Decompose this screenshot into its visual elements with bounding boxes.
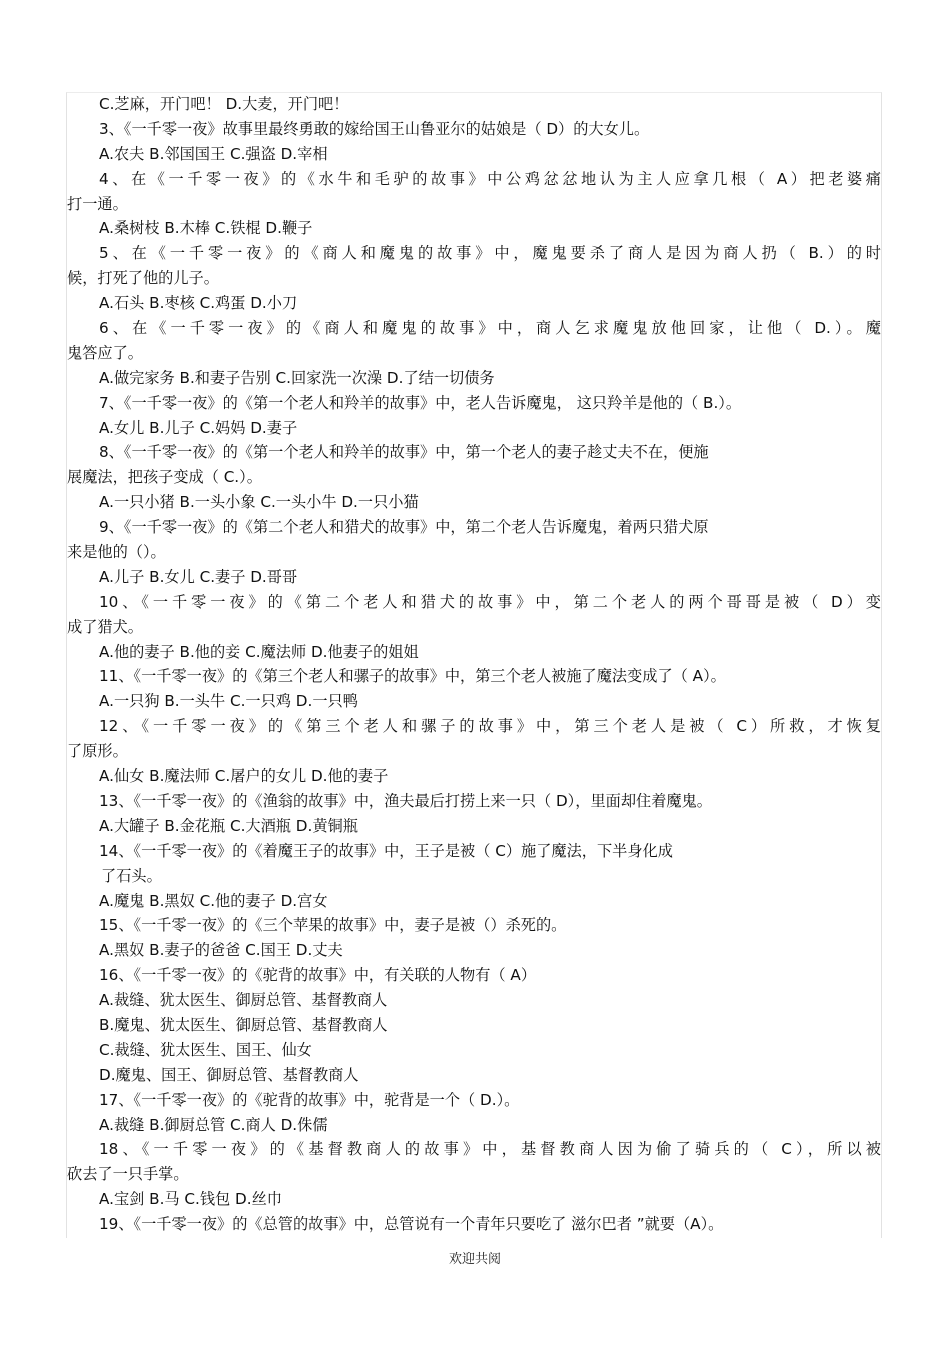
text-line: A.魔鬼 B.黑奴 C.他的妻子 D.宫女 bbox=[99, 891, 328, 910]
text-line: 3、《一千零一夜》故事里最终勇敢的嫁给国王山鲁亚尔的姑娘是（ D）的大女儿。 bbox=[99, 119, 650, 138]
text-line: 15、《一千零一夜》的《三个苹果的故事》中，妻子是被（）杀死的。 bbox=[99, 916, 567, 935]
text-line: A.农夫 B.邻国国王 C.强盗 D.宰相 bbox=[99, 144, 328, 163]
text-line: A.女儿 B.儿子 C.妈妈 D.妻子 bbox=[99, 418, 298, 437]
text-line: A.宝剑 B.马 C.钱包 D.丝巾 bbox=[99, 1190, 282, 1209]
text-line: 砍去了一只手掌。 bbox=[67, 1165, 189, 1184]
document-body bbox=[67, 92, 883, 1237]
text-line: A.做完家务 B.和妻子告别 C.回家洗一次澡 D.了结一切债务 bbox=[99, 368, 495, 387]
text-line: 12、《一千零一夜》的《第三个老人和骡子的故事》中，第三个老人是被（ C）所救，才恢复 bbox=[99, 717, 881, 736]
text-line: A.裁缝、犹太医生、御厨总管、基督教商人 bbox=[99, 991, 388, 1010]
text-line: 5、在《一千零一夜》的《商人和魔鬼的故事》中，魔鬼要杀了商人是因为商人扔（ B.）的时 bbox=[99, 244, 881, 263]
text-line: A.桑树枝 B.木棒 C.铁棍 D.鞭子 bbox=[99, 219, 313, 238]
text-line: 13、《一千零一夜》的《渔翁的故事》中，渔夫最后打捞上来一只（ D），里面却住着魔鬼。 bbox=[99, 791, 712, 810]
text-line: A.一只狗 B.一头牛 C.一只鸡 D.一只鸭 bbox=[99, 692, 358, 711]
text-line: 打一通。 bbox=[67, 194, 128, 213]
text-line: C.芝麻，开门吧！ D.大麦，开门吧！ bbox=[99, 95, 349, 113]
text-line: 6、在《一千零一夜》的《商人和魔鬼的故事》中，商人乞求魔鬼放他回家，让他（ D.）。魔 bbox=[99, 319, 881, 338]
text-line: A.一只小猪 B.一头小象 C.一头小牛 D.一只小猫 bbox=[99, 493, 419, 512]
text-line: 11、《一千零一夜》的《第三个老人和骡子的故事》中，第三个老人被施了魔法变成了（ A）。 bbox=[99, 667, 726, 686]
text-line: A.他的妻子 B.他的妾 C.魔法师 D.他妻子的姐姐 bbox=[99, 642, 419, 661]
text-line: 19、《一千零一夜》的《总管的故事》中，总管说有一个青年只要吃了 滋尔巴者 ”就要（A）。 bbox=[99, 1215, 724, 1234]
text-line: B.魔鬼、犹太医生、御厨总管、基督教商人 bbox=[99, 1015, 388, 1034]
text-line: C.裁缝、犹太医生、国王、仙女 bbox=[99, 1040, 312, 1059]
text-line: 16、《一千零一夜》的《驼背的故事》中，有关联的人物有（ A） bbox=[99, 966, 537, 985]
text-line: 展魔法，把孩子变成（ C.）。 bbox=[67, 468, 262, 487]
text-line: 17、《一千零一夜》的《驼背的故事》中，驼背是一个（ D.）。 bbox=[99, 1090, 520, 1109]
text-line: 成了猎犬。 bbox=[67, 617, 143, 636]
text-line: 4、在《一千零一夜》的《水牛和毛驴的故事》中公鸡忿忿地认为主人应拿几根（ A）把老婆痛 bbox=[99, 169, 881, 188]
text-line: A.儿子 B.女儿 C.妻子 D.哥哥 bbox=[99, 567, 298, 586]
text-line: 18、《一千零一夜》的《基督教商人的故事》中，基督教商人因为偷了骑兵的（ C），所以被 bbox=[99, 1140, 881, 1159]
text-line: 9、《一千零一夜》的《第二个老人和猎犬的故事》中，第二个老人告诉魔鬼，着两只猎犬原 bbox=[99, 518, 709, 537]
text-line: 了石头。 bbox=[101, 866, 162, 885]
text-line: A.石头 B.枣核 C.鸡蛋 D.小刀 bbox=[99, 294, 298, 313]
text-line: 7、《一千零一夜》的《第一个老人和羚羊的故事》中，老人告诉魔鬼， 这只羚羊是他的（ B.）。 bbox=[99, 393, 742, 412]
text-line: 鬼答应了。 bbox=[67, 343, 143, 362]
text-line: A.大罐子 B.金花瓶 C.大酒瓶 D.黄铜瓶 bbox=[99, 816, 358, 835]
text-line: A.仙女 B.魔法师 C.屠户的女儿 D.他的妻子 bbox=[99, 767, 389, 786]
text-line: 14、《一千零一夜》的《着魔王子的故事》中，王子是被（ C）施了魔法，下半身化成 bbox=[99, 841, 673, 860]
text-line: 候，打死了他的儿子。 bbox=[67, 269, 219, 288]
text-line: 10、《一千零一夜》的《第二个老人和猎犬的故事》中，第二个老人的两个哥哥是被（ D）变 bbox=[99, 592, 881, 611]
text-line: A.黑奴 B.妻子的爸爸 C.国王 D.丈夫 bbox=[99, 941, 343, 960]
text-line: 了原形。 bbox=[67, 742, 128, 761]
text-line: 8、《一千零一夜》的《第一个老人和羚羊的故事》中，第一个老人的妻子趁丈夫不在，便施 bbox=[99, 443, 709, 462]
text-line: D.魔鬼、国王、御厨总管、基督教商人 bbox=[99, 1065, 359, 1084]
text-line: A.裁缝 B.御厨总管 C.商人 D.侏儒 bbox=[99, 1115, 328, 1134]
page-footer: 欢迎共阅 bbox=[448, 1252, 501, 1267]
text-line: 来是他的（）。 bbox=[67, 543, 166, 562]
